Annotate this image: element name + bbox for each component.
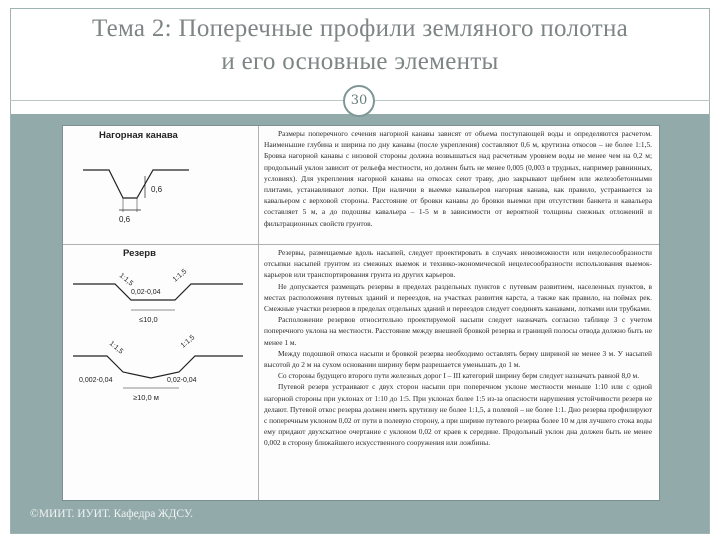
- paragraph-reserve: Со стороны будущего второго пути железных дорог I – III категорий ширину берм следует назначать равной 8,0 м.: [278, 371, 640, 381]
- paragraph-reserve: Расположение резервов относительно проектируемой насыпи следует назначать согласно таблице 3 с учетом поперечного уклона на местности. Расстояние между внешней бровкой резерва и границей полосы отвода должно быть не менее 1 м.: [264, 315, 652, 347]
- canal-diagram: [69, 140, 254, 235]
- page-number-badge: 30: [343, 85, 375, 117]
- reserve-width-label: ≤10,0: [139, 315, 158, 324]
- paragraph-reserve: Резервы, размещаемые вдоль насыпей, следует проектировать в случаях невозможности или нецелесообразности отсыпки насыпей грунтом из смежных выемок и технико-экономической нецелесообразности использования выемок-карьеров или транспортирования грунта из других карьеров.: [264, 248, 652, 280]
- paragraph-reserve: Между подошвой откоса насыпи и бровкой резерва необходимо оставлять берму шириной не менее 3 м. У насыпей высотой до 2 м на сухом основании ширину берм разрешается уменьшать до 1 м.: [264, 348, 652, 370]
- canal-width-label: 0,6: [119, 215, 131, 224]
- canal-profile: [83, 170, 189, 198]
- reserve-slope-label: 1:1,5: [171, 268, 189, 284]
- reserve-width-label: ≥10,0 м: [133, 393, 159, 402]
- document-page: [62, 125, 660, 501]
- reserve-grade-label: 0,002-0,04: [79, 377, 113, 384]
- canal-depth-label: 0,6: [151, 185, 163, 194]
- paragraph-reserve: Не допускается размещать резервы в пределах раздельных пунктов с путевым развитием, населенных пунктов, в местах расположения путевых зданий и переездов, на участках развития карста, а также как правило, на поймах рек. Смежные участки резервов в пределах отдельных зданий и переездов следует соединять канавами, лотками или трубками.: [264, 281, 652, 314]
- figure-title-reserve: Резерв: [123, 248, 156, 259]
- reserve-grade-label: 0,02-0,04: [167, 377, 197, 384]
- reserve-profile-bottom: [73, 356, 243, 378]
- paragraph-canal: Размеры поперечного сечения нагорной канавы зависят от объема поступающей воды и определяются расчетом. Наименьшие глубина и ширина по дну канавы (после укрепления) составляют 0,6 м, крутизна откосов – не более 1:1,5. Бровка нагорной канавы с низовой стороны должна возвышаться над расчетным уровнем воды не менее чем на 0,2 м; продольный уклон зависит от рельефа местности, но должен быть не менее 0,005 (0,003 в трудных, например равнинных, условиях). Для укрепления нагорной канавы на откосах сеют траву, дно закрывают щебнем или железобетонными плитами, устанавливают лотки. При наличии в выемке кавальеров нагорная канава, как правило, устраивается за кавальером с верховой стороны. Расстояние от бровки канавы до бровки выемки при отсутствии банкета и кавальера составляет 5 м, а до подошвы кавальера – 1-5 м в зависимости от вероятной толщины снежных отложений и фильтрационных свойств грунтов.: [264, 129, 652, 228]
- reserve-slope-label: 1:1,5: [107, 340, 125, 356]
- reserve-diagram: [67, 260, 255, 496]
- reserve-grade-label: 0,02-0,04: [131, 289, 161, 296]
- paragraph-group-reserve: [264, 247, 652, 449]
- paragraph-reserve: Путевой резерв устраивают с двух сторон насыпи при поперечном уклоне местности меньше 1:10 или с одной нагорной стороны при уклонах от 1:10 до 1:5. При уклонах более 1:5 из-за опасности нарушения устойчивости резерв не делают. Путевой откос резерва должен иметь крутизну не более 1:1,5, а полевой – не более 1:1. Дно резерва профилируют с поперечным уклоном 0,02 от пути в полевую сторону, а при ширине путевого резерва более 10 м для лучшего стока воды ему придают двухскатное очертание с уклоном 0,02 от краев к середине. Продольный уклон дна должен быть не менее 0,002 в сторону ближайшего искусственного сооружения или ложбины.: [264, 382, 652, 448]
- slide-title: [10, 12, 710, 78]
- row-separator: [63, 244, 659, 245]
- slide-title-line1: Тема 2: Поперечные профили земляного полотна: [91, 15, 629, 42]
- figure-title-canal: Нагорная канава: [99, 130, 178, 141]
- slide-title-line2: и его основные элементы: [221, 48, 499, 75]
- reserve-slope-label: 1:1,5: [117, 272, 135, 288]
- reserve-slope-label: 1:1,5: [179, 334, 197, 350]
- slide-footer: ©МИИТ. ИУИТ. Кафедра ЖДСУ.: [30, 508, 193, 520]
